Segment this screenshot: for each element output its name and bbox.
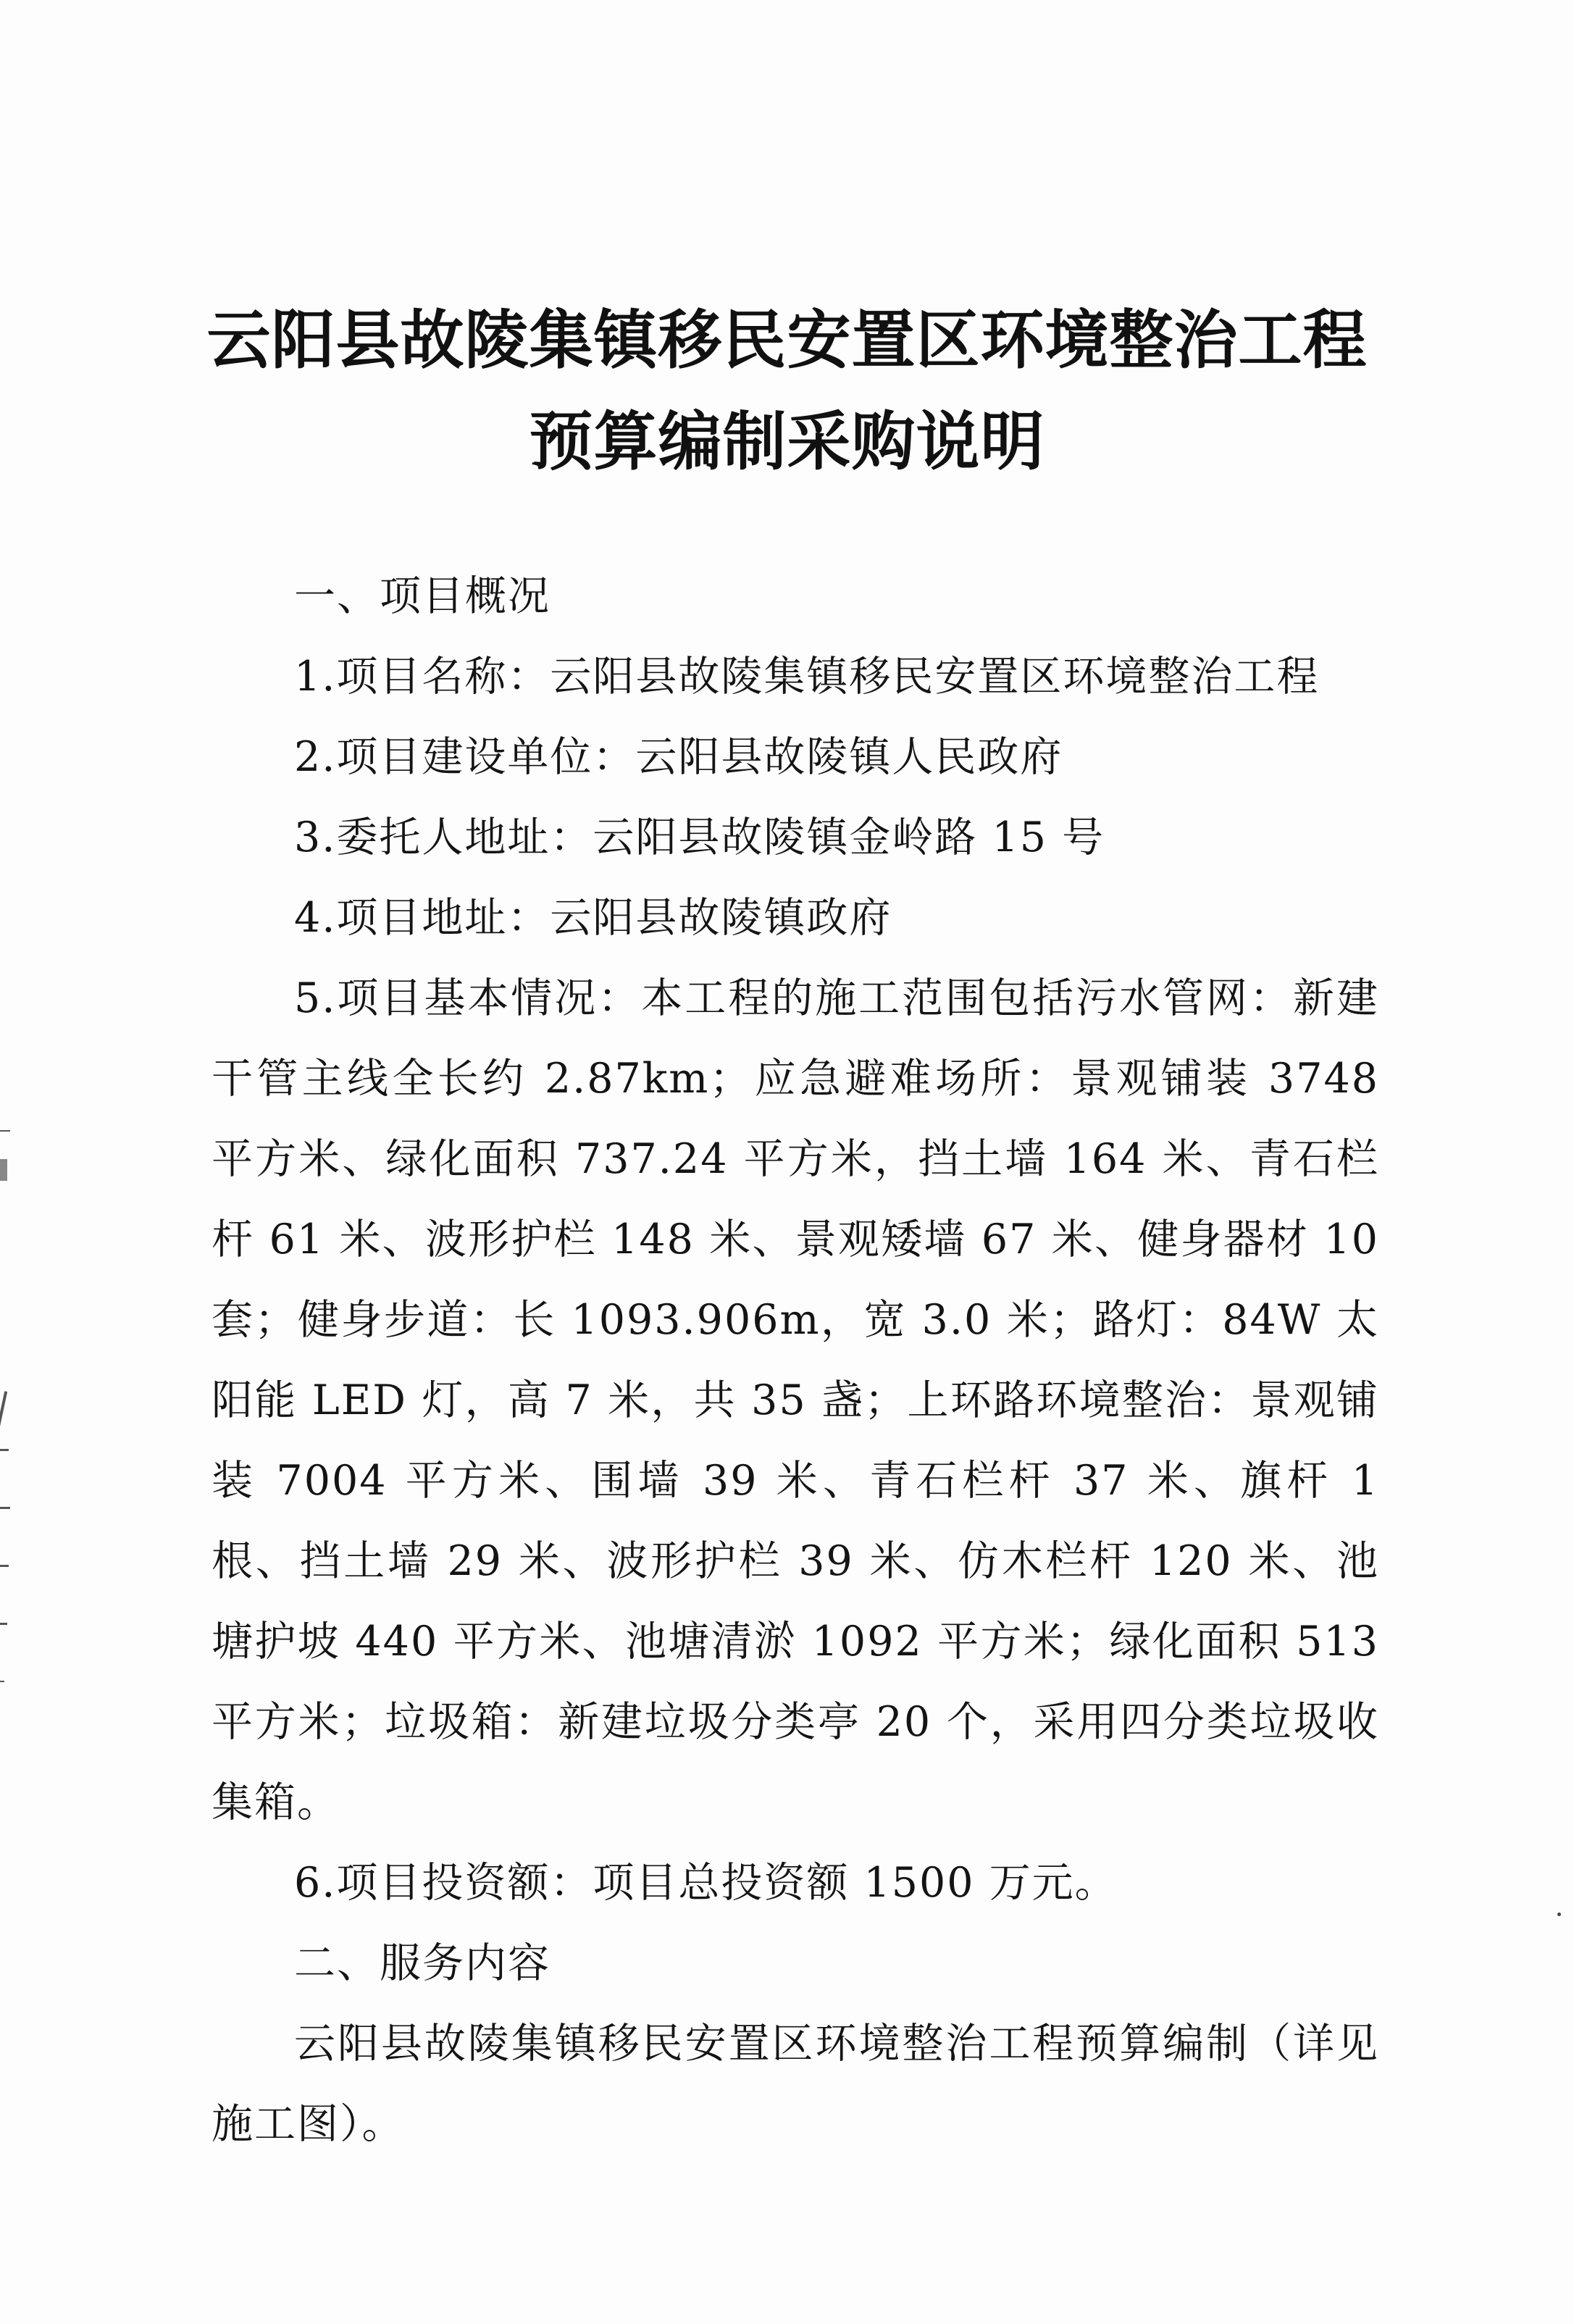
scan-mark — [0, 1130, 10, 1132]
scan-mark — [0, 1681, 4, 1682]
scan-mark — [0, 1159, 7, 1181]
document-title-line-2: 预算编制采购说明 — [529, 404, 1045, 479]
item-project-basics: 5.项目基本情况：本工程的施工范围包括污水管网：新建干管主线全长约 2.87km；应急避难场所：景观铺装 3748 平方米、绿化面积 737.24 平方米，挡土墙 164 米、青石栏杆 61 米、波形护栏 148 米、景观矮墙 67 米、健身器材 10 套；健身步道：长 1093.906m，宽 3.0 米；路灯：84W 太阳能 LED 灯，高 7 米，共 35 盏；上环路环境整治：景观铺装 7004 平方米、围墙 39 米、青石栏杆 37 米、旗杆 1 根、挡土墙 29 米、波形护栏 39 米、仿木栏杆 120 米、池塘护坡 440 平方米、池塘清淤 1092 平方米；绿化面积 513 平方米；垃圾箱：新建垃圾分类亭 20 个，采用四分类垃圾收集箱。 — [212, 974, 1379, 1826]
item-construction-unit: 2.项目建设单位：云阳县故陵镇人民政府 — [294, 733, 1063, 781]
item-project-name: 1.项目名称：云阳县故陵集镇移民安置区环境整治工程 — [294, 653, 1320, 701]
item-client-address: 3.委托人地址：云阳县故陵镇金岭路 15 号 — [294, 814, 1105, 861]
section-heading-service: 二、服务内容 — [294, 1939, 551, 1987]
scan-mark — [0, 1623, 7, 1625]
scan-margin-marks — [0, 1130, 29, 1710]
section-heading-overview: 一、项目概况 — [294, 572, 551, 620]
item-investment: 6.项目投资额：项目总投资额 1500 万元。 — [294, 1859, 1118, 1907]
scan-dot — [1557, 1913, 1561, 1916]
scan-mark — [0, 1565, 9, 1567]
scan-mark — [0, 1507, 10, 1509]
scan-mark — [0, 1391, 7, 1434]
item-project-address: 4.项目地址：云阳县故陵镇政府 — [294, 894, 892, 942]
scan-mark — [0, 1449, 9, 1451]
document-body — [212, 556, 1379, 2165]
service-description: 云阳县故陵集镇移民安置区环境整治工程预算编制（详见施工图）。 — [212, 2020, 1379, 2148]
document-title-line-1: 云阳县故陵集镇移民安置区环境整治工程 — [206, 302, 1368, 377]
